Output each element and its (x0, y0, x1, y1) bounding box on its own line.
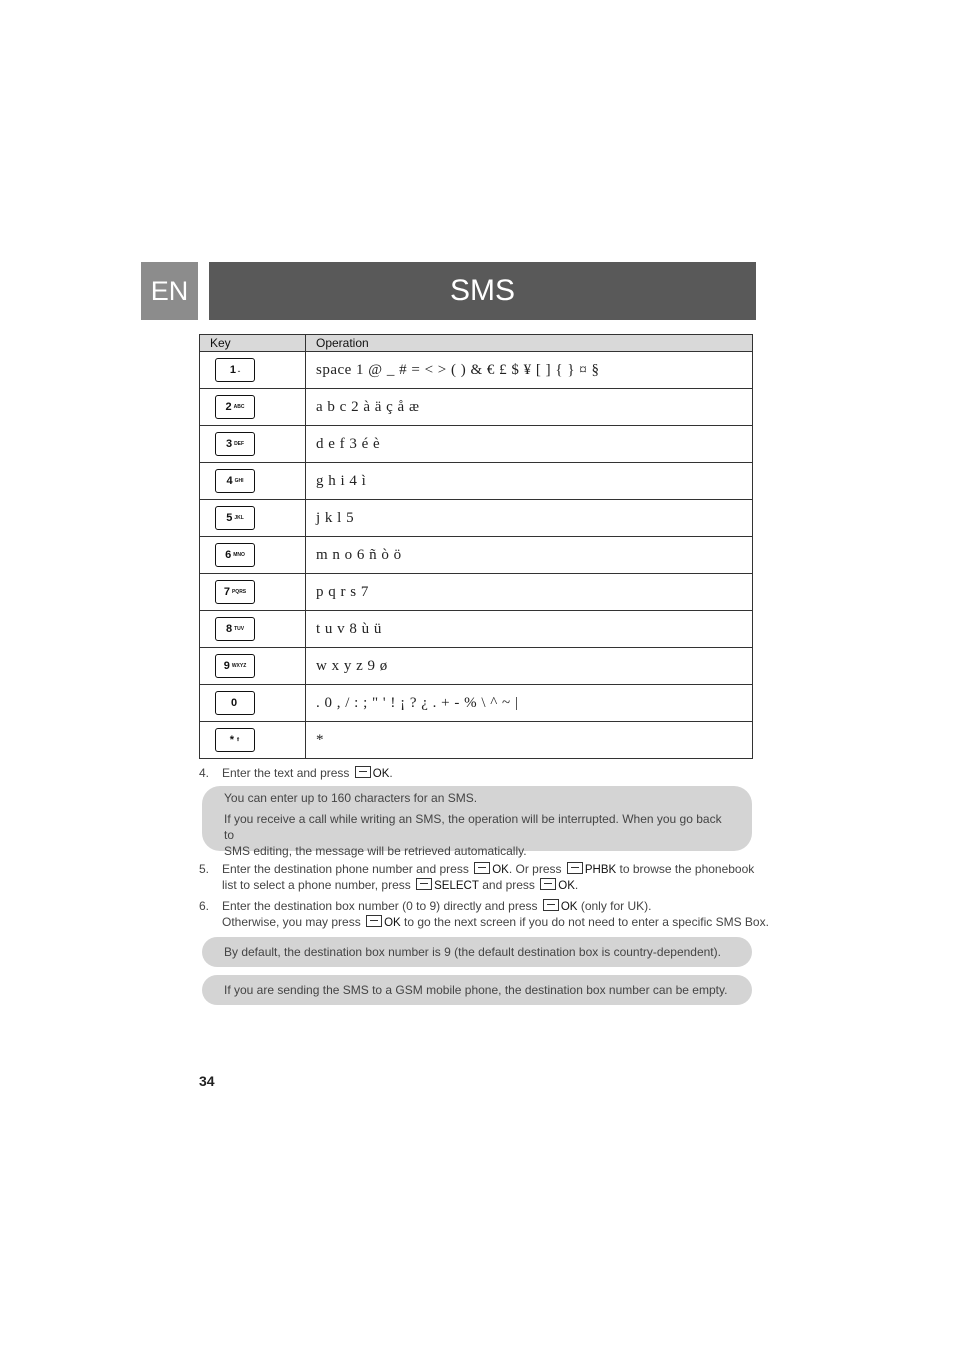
key-digit: 8 (225, 623, 233, 635)
step-text: (only for UK). (580, 899, 652, 913)
table-header-row (200, 335, 753, 352)
step-text: to browse the phonebook (619, 862, 755, 876)
key-letters: JKL (234, 515, 244, 521)
step-text: and press (482, 878, 535, 892)
phone-key-icon (215, 580, 255, 604)
key-cell (200, 352, 306, 389)
key-digit: 4 (226, 475, 233, 487)
key-digit: 1 (229, 364, 237, 376)
table-row (200, 722, 753, 759)
phone-key-icon (215, 691, 255, 715)
operation-cell: a b c 2 à ä ç å æ (306, 389, 753, 426)
key-cell (200, 389, 306, 426)
phone-key-icon (215, 432, 255, 456)
table-header-operation: Operation (306, 335, 753, 352)
operation-cell: d e f 3 é è (306, 426, 753, 463)
key-cell (200, 685, 306, 722)
softkey-icon (540, 878, 556, 890)
key-letters: ⎵ (238, 367, 241, 373)
key-operation-table (199, 334, 753, 759)
key-cell (200, 537, 306, 574)
key-letters: DEF (234, 441, 245, 447)
ok-key-label: OK (492, 864, 509, 876)
key-digit: 0 (230, 697, 238, 709)
softkey-icon (543, 899, 559, 911)
key-letters: PQRS (231, 589, 247, 595)
phone-key-icon (215, 617, 255, 641)
operation-cell: m n o 6 ñ ò ö (306, 537, 753, 574)
note-line: If you are sending the SMS to a GSM mobile phone, the destination box number can be empty. (224, 983, 728, 997)
phone-key-icon (215, 728, 255, 752)
key-digit: 6 (225, 549, 232, 561)
key-cell (200, 500, 306, 537)
key-cell (200, 463, 306, 500)
operation-cell: p q r s 7 (306, 574, 753, 611)
ok-key-label: OK (558, 880, 575, 892)
phone-key-icon (215, 654, 255, 678)
key-cell (200, 574, 306, 611)
key-letters: ABC (233, 404, 245, 410)
softkey-icon (355, 766, 371, 778)
phbk-key-label: PHBK (584, 864, 617, 876)
table-row (200, 389, 753, 426)
select-key-label: SELECT (434, 880, 479, 892)
operation-cell: t u v 8 ù ü (306, 611, 753, 648)
step-text-end: . (574, 878, 579, 892)
note-line: SMS editing, the message will be retrieved automatically. (224, 844, 527, 858)
phone-key-icon (215, 395, 255, 419)
key-cell (200, 611, 306, 648)
key-digit: 5 (226, 512, 233, 524)
step-number: 6. (199, 899, 210, 913)
step-text-end: . (389, 766, 393, 780)
operation-cell: j k l 5 (306, 500, 753, 537)
step-text: . Or press (508, 862, 562, 876)
language-tab: EN (141, 262, 198, 320)
step-text: to go the next screen if you do not need to enter a specific SMS Box. (404, 915, 769, 929)
operation-cell: w x y z 9 ø (306, 648, 753, 685)
key-digit: 3 (225, 438, 233, 450)
info-note-default-box (202, 937, 752, 967)
phone-key-icon (215, 543, 255, 567)
key-letters: MNO (233, 552, 245, 558)
table-header-key: Key (200, 335, 306, 352)
info-note-gsm (202, 975, 752, 1005)
softkey-icon (474, 862, 490, 874)
page-title: SMS (209, 262, 756, 320)
note-line: If you receive a call while writing an SMS, the operation will be interrupted. When you go back to (224, 812, 722, 842)
softkey-icon (567, 862, 583, 874)
key-digit: 2 (225, 401, 232, 413)
step-text: Enter the destination phone number and press (222, 862, 469, 876)
key-letters: ⇑ (236, 737, 241, 743)
key-digit: * (229, 734, 235, 746)
step-text: Enter the text and press (222, 766, 350, 780)
page-number: 34 (199, 1073, 215, 1089)
table-row (200, 463, 753, 500)
key-letters: TUV (234, 626, 245, 632)
table-row (200, 426, 753, 463)
key-cell (200, 648, 306, 685)
ok-key-label: OK (384, 917, 401, 929)
operation-cell: space 1 @ _ # = < > ( ) & € £ $ ¥ [ ] { } ¤ § (306, 352, 753, 389)
table-row (200, 574, 753, 611)
step-text: Otherwise, you may press (222, 915, 361, 929)
key-letters: WXYZ (231, 663, 247, 669)
key-digit: 9 (223, 660, 230, 672)
table-row (200, 648, 753, 685)
step-text: list to select a phone number, press (222, 878, 411, 892)
table-row (200, 352, 753, 389)
operation-cell: . 0 , / : ; " ' ! ¡ ? ¿ . + - % \ ^ ~ | (306, 685, 753, 722)
key-letters: GHI (234, 478, 244, 484)
note-line: You can enter up to 160 characters for an SMS. (224, 791, 478, 805)
info-note-characters (202, 786, 752, 858)
operation-cell: * (306, 722, 753, 759)
phone-key-icon (215, 358, 255, 382)
key-cell (200, 426, 306, 463)
ok-key-label: OK (560, 901, 578, 913)
note-line: By default, the destination box number is 9 (the default destination box is country-dependent). (224, 945, 721, 959)
key-cell (200, 722, 306, 759)
table-row (200, 537, 753, 574)
phone-key-icon (215, 506, 255, 530)
table-row (200, 611, 753, 648)
operation-cell: g h i 4 ì (306, 463, 753, 500)
step-text: Enter the destination box number (0 to 9) directly and press (222, 899, 538, 913)
key-digit: 7 (223, 586, 230, 598)
table-row (200, 500, 753, 537)
table-row (200, 685, 753, 722)
phone-key-icon (215, 469, 255, 493)
softkey-icon (366, 915, 382, 927)
step-number: 5. (199, 862, 210, 876)
step-number: 4. (199, 766, 210, 780)
ok-key-label: OK (372, 768, 390, 780)
softkey-icon (416, 878, 432, 890)
